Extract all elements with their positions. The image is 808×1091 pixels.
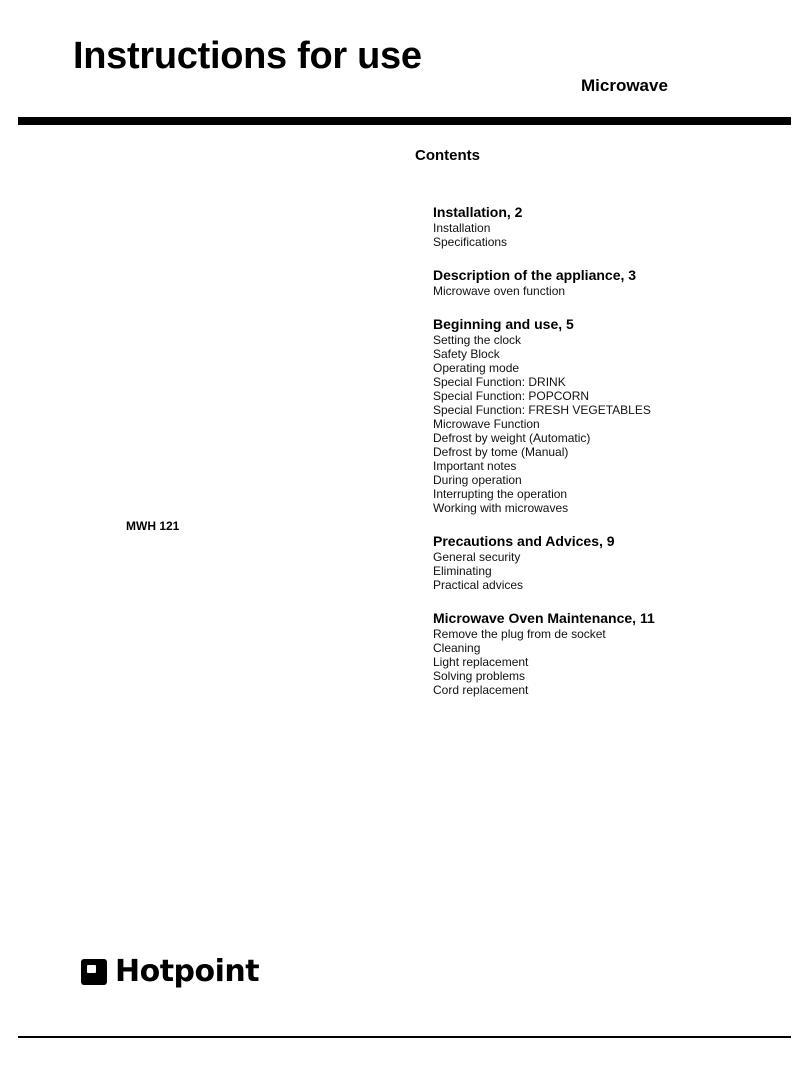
toc-item: Setting the clock xyxy=(433,333,522,347)
toc-section-heading: Precautions and Advices, 9 xyxy=(433,533,615,549)
toc-section xyxy=(433,609,793,697)
top-divider xyxy=(18,117,791,125)
toc-item: During operation xyxy=(433,473,522,487)
toc-item: Defrost by tome (Manual) xyxy=(433,445,569,459)
brand-logo xyxy=(81,955,259,989)
toc-item-list xyxy=(433,333,793,515)
toc-item: Cleaning xyxy=(433,641,481,655)
toc-section-heading: Description of the appliance, 3 xyxy=(433,267,637,283)
toc-item: General security xyxy=(433,550,521,564)
toc-item: Microwave oven function xyxy=(433,284,566,298)
toc-item: Practical advices xyxy=(433,578,524,592)
toc-item: Important notes xyxy=(433,459,517,473)
toc-item: Special Function: POPCORN xyxy=(433,389,590,403)
hotpoint-logo-mark-icon xyxy=(81,959,107,985)
document-title: Instructions for use xyxy=(73,35,422,77)
toc-item: Microwave Function xyxy=(433,417,540,431)
toc-item: Operating mode xyxy=(433,361,520,375)
table-of-contents xyxy=(433,203,793,714)
toc-item-list xyxy=(433,284,793,298)
toc-item-list xyxy=(433,627,793,697)
contents-heading: Contents xyxy=(415,147,480,164)
toc-item: Safety Block xyxy=(433,347,500,361)
toc-item: Installation xyxy=(433,221,491,235)
toc-item: Cord replacement xyxy=(433,683,529,697)
toc-item-list xyxy=(433,550,793,592)
toc-section-heading: Beginning and use, 5 xyxy=(433,316,574,332)
toc-item: Working with microwaves xyxy=(433,501,569,515)
toc-item: Eliminating xyxy=(433,564,492,578)
bottom-divider xyxy=(18,1036,791,1038)
toc-section xyxy=(433,315,793,515)
model-number: MWH 121 xyxy=(126,519,180,533)
toc-item: Interrupting the operation xyxy=(433,487,568,501)
toc-item: Remove the plug from de socket xyxy=(433,627,606,641)
toc-section xyxy=(433,203,793,249)
toc-item-list xyxy=(433,221,793,249)
toc-item: Special Function: DRINK xyxy=(433,375,566,389)
toc-item: Special Function: FRESH VEGETABLES xyxy=(433,403,651,417)
toc-section-heading: Installation, 2 xyxy=(433,204,523,220)
toc-section xyxy=(433,532,793,592)
toc-item: Defrost by weight (Automatic) xyxy=(433,431,591,445)
toc-item: Light replacement xyxy=(433,655,529,669)
toc-section xyxy=(433,266,793,298)
toc-item: Specifications xyxy=(433,235,508,249)
toc-section-heading: Microwave Oven Maintenance, 11 xyxy=(433,610,655,626)
toc-item: Solving problems xyxy=(433,669,526,683)
brand-name: Hotpoint xyxy=(115,954,260,989)
product-type: Microwave xyxy=(581,76,668,95)
